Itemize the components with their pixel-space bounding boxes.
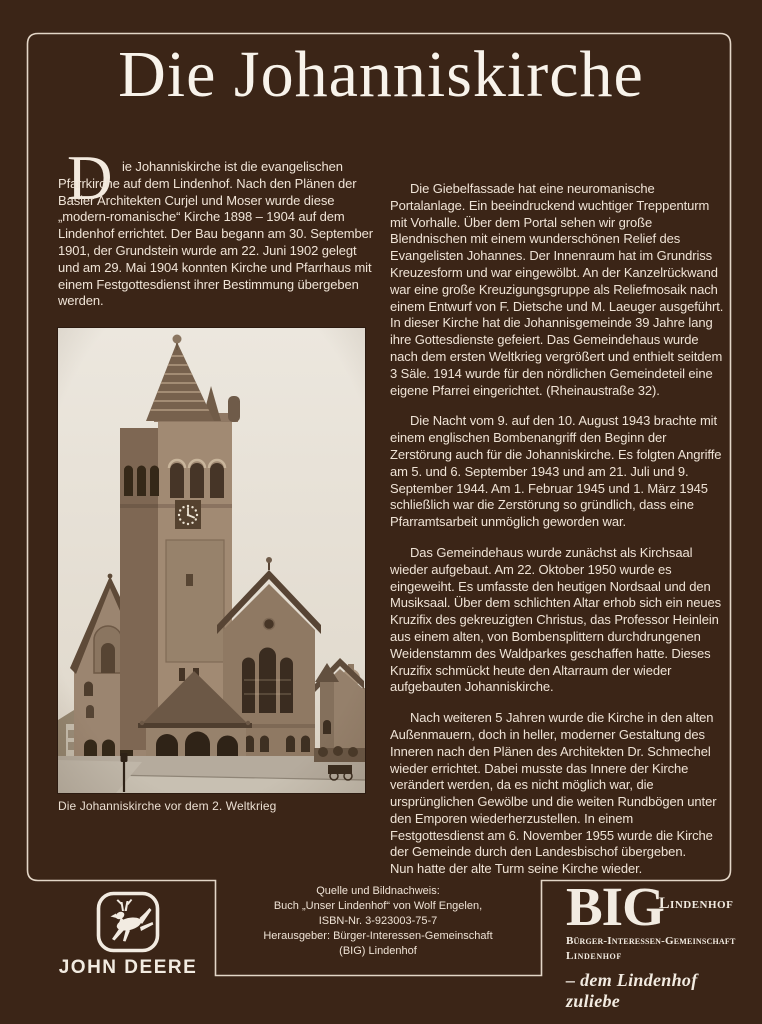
closing-line: Nun hatte der alte Turm seine Kirche wieder.: [390, 861, 643, 877]
page-title: Die Johanniskirche: [118, 38, 644, 111]
dropcap-initial: D: [67, 143, 113, 213]
big-lindenhof-logo: [566, 876, 736, 1012]
credits-line: ISBN-Nr. 3-923003-75-7: [318, 915, 438, 927]
paragraph: Die Giebelfassade hat eine neuromanische Portalanlage. Ein beeindruckend wuchtiger Treppenturm mit Vorhalle. Über dem Portal sehen wir große Blendnischen mit einem wunderschönen Relief des Evangelisten Johannes. Der Innenraum hat im Grundriss Kreuzesform und war eingewölbt. An der Kanzelrückwand war eine große Kreuzigungsgruppe als Reliefmosaik nach einem Entwurf von F. Dietsche und M. Laeuger ausgeführt. In dieser Kirche hat die Johannisgemeinde 39 Jahre lang ihre Gottesdienste gefeiert. Das Gemeindehaus wurde nach dem ersten Weltkrieg vergrößert und enthielt seitdem 3 Säle. 1914 wurde für den nördlichen Gemeindeteil eine eigene Pfarrei eingerichtet. (Rheinaustraße 32).: [390, 181, 724, 398]
big-org-line2: Lindenhof: [566, 950, 622, 963]
leaping-deer-icon: [96, 891, 160, 953]
big-slogan: – dem Lindenhof zuliebe: [566, 970, 698, 1012]
credits-block: [216, 884, 540, 959]
photo-caption: Die Johanniskirche vor dem 2. Weltkrieg: [58, 799, 277, 813]
big-name: Lindenhof: [658, 895, 734, 912]
big-acronym: BIG: [566, 876, 664, 937]
credits-line: Quelle und Bildnachweis:: [316, 885, 440, 897]
church-photo: [58, 328, 365, 793]
paragraph: Nach weiteren 5 Jahren wurde die Kirche in den alten Außenmauern, doch in heller, moderner Gestaltung des Inneren nach den Plänen des Architekten Dr. Schmechel wieder errichtet. Dabei musste das Innere der Kirche verändert werden, da es nicht möglich war, die ursprünglichen Gewölbe und die weiten Rundbögen unter den Emporen wiederherzustellen. In einem Festgottesdienst am 6. November 1955 wurde die Kirche der Gemeinde durch den Landesbischof übergeben.: [390, 710, 717, 860]
big-org-line1: Bürger-Interessen-Gemeinschaft: [566, 935, 736, 948]
intro-paragraph: ie Johanniskirche ist die evangelischen Pfarrkirche auf dem Lindenhof. Nach den Plänen der Basler Architekten Curjel und Moser wurde diese „modern-romanische“ Kirche 1898 – 1904 auf dem Lindenhof errichtet. Der Bau begann am 30. September 1901, der Grundstein wurde am 22. Juni 1902 gelegt und am 29. Mai 1904 konnten Kirche und Pfarrhaus mit einem Festgottesdienst ihrer Bestimmung übergeben werden.: [58, 159, 373, 309]
paragraph: Die Nacht vom 9. auf den 10. August 1943 brachte mit einem englischen Bombenangriff den Beginn der Zerstörung auch für die Johanniskirche. Es folgten Angriffe am 5. und 6. September 1943 und am 21. Juli und 9. September 1944. Am 1. Februar 1945 und 1. März 1945 schließlich war die Zerstörung so gründlich, dass eine Pfarramtsarbeit unmöglich geworden war.: [390, 413, 722, 530]
article-right-column: [390, 181, 726, 878]
big-logo-row: [566, 876, 736, 937]
credits-line: Buch „Unser Lindenhof“ von Wolf Engelen,: [273, 900, 483, 912]
john-deere-logo: [58, 891, 198, 979]
credits-line: Herausgeber: Bürger-Interessen-Gemeinschaft: [263, 930, 493, 942]
paragraph: Das Gemeindehaus wurde zunächst als Kirchsaal wieder aufgebaut. Am 22. Oktober 1950 wurde es eingeweiht. Es umfasste den heutigen Nordsaal und den Musiksaal. Über dem schlichten Altar erhob sich ein neues Kruzifix des gekreuzigten Christus, das Professor Heinlein aus einem alten, von Bombensplittern durchdrungenen Weidenstamm des Waldparkes geschaffen hatte. Dieses Kruzifix schmückt heute den Altarraum der wieder aufgebauten Johanniskirche.: [390, 544, 722, 695]
john-deere-wordmark: JOHN DEERE: [58, 957, 198, 978]
credits-line: (BIG) Lindenhof: [339, 945, 417, 957]
